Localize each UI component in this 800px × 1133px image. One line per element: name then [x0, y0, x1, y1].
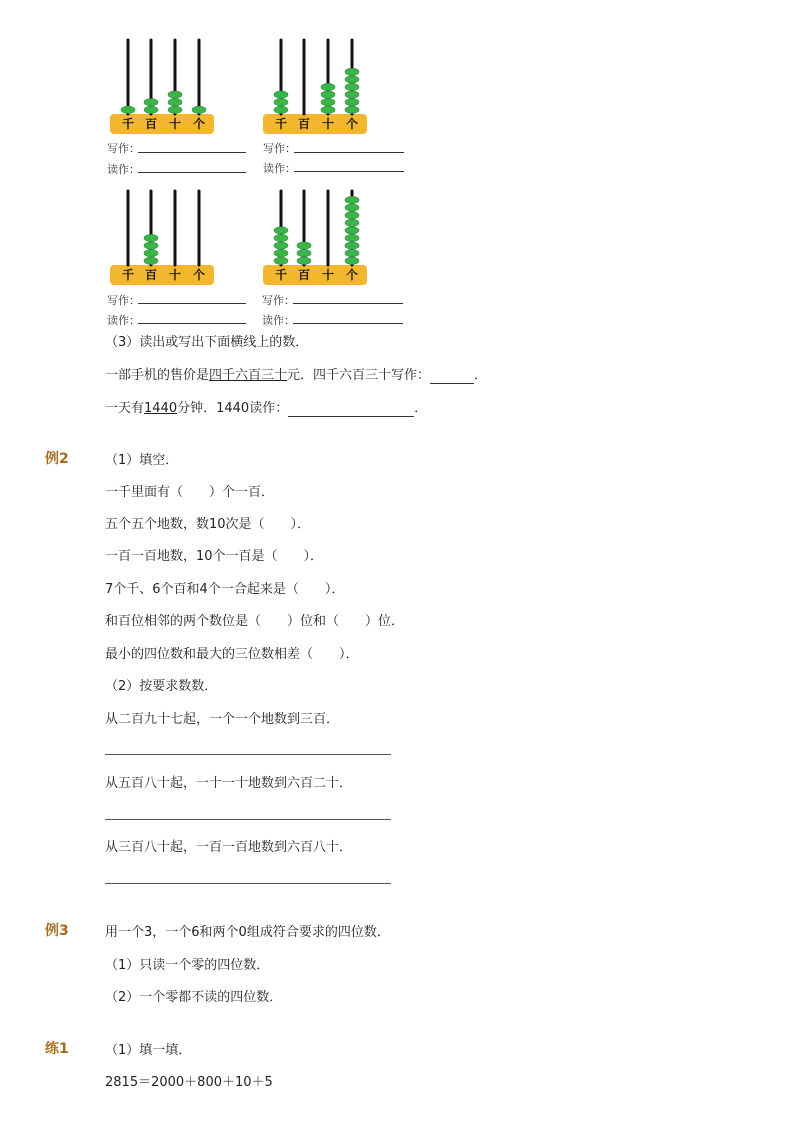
phone-sentence [105, 364, 487, 384]
abacus-bead [345, 76, 359, 83]
abacus-bead [321, 106, 335, 113]
abacus-bead [144, 234, 158, 241]
example3-item-2: （2）一个零都不读的四位数． [105, 990, 283, 1005]
abacus-2-write-line[interactable] [294, 152, 404, 153]
abacus-bead [297, 250, 311, 257]
abacus-place-label: 千 [274, 117, 288, 131]
abacus-bead [144, 250, 158, 257]
abacus-3-write-line[interactable] [138, 303, 246, 304]
abacus-4-graphic [263, 187, 373, 287]
abacus-place-label: 千 [274, 268, 288, 282]
abacus-place-label: 个 [345, 117, 359, 131]
practice1-tag: 练1 [45, 1041, 69, 1057]
abacus-4-read-label: 读作： [262, 314, 295, 327]
abacus-2 [263, 36, 373, 136]
phone-end: ． [474, 368, 488, 383]
abacus-bead [168, 106, 182, 113]
abacus-bead [345, 99, 359, 106]
part3-heading: （3）读出或写出下面横线上的数． [105, 335, 309, 350]
example3-item-1: （1）只读一个零的四位数． [105, 958, 270, 973]
abacus-place-label: 十 [321, 117, 335, 131]
abacus-2-graphic [263, 36, 373, 136]
example2-tag: 例2 [45, 451, 69, 467]
abacus-bead [274, 227, 288, 234]
abacus-2-read-label: 读作： [263, 162, 296, 175]
abacus-bead [274, 257, 288, 264]
abacus-2-write-label: 写作： [263, 142, 296, 155]
day-underlined: 1440 [144, 401, 178, 416]
abacus-bead [274, 234, 288, 241]
example2-item-1: 一千里面有（ ）个一百． [105, 485, 275, 500]
abacus-bead [345, 227, 359, 234]
abacus-bead [274, 250, 288, 257]
abacus-bead [321, 99, 335, 106]
abacus-bead [345, 204, 359, 211]
abacus-bead [274, 106, 288, 113]
abacus-place-label: 十 [168, 117, 182, 131]
abacus-place-label: 千 [121, 268, 135, 282]
abacus-1-read-label: 读作： [107, 163, 140, 176]
abacus-3-graphic [110, 187, 220, 287]
count-item-2: 从五百八十起，一十一十地数到六百二十． [105, 776, 353, 791]
abacus-bead [345, 242, 359, 249]
example2-item-4: 7个千、6个百和4个一合起来是（ ）． [105, 582, 345, 597]
example2-heading: （1）填空． [105, 453, 179, 468]
count-item-1: 从二百九十七起，一个一个地数到三百． [105, 712, 340, 727]
phone-underlined: 四千六百三十 [209, 368, 288, 383]
abacus-bead [168, 91, 182, 98]
phone-pre: 一部手机的售价是 [105, 368, 210, 383]
practice1-heading: （1）填一填． [105, 1043, 192, 1058]
day-answer-blank[interactable] [288, 401, 414, 417]
example2-item-2: 五个五个地数，数10次是（ ）． [105, 517, 311, 532]
day-post: 分钟．1440读作： [177, 401, 289, 416]
example2-item-6: 最小的四位数和最大的三位数相差（ ）． [105, 647, 359, 662]
abacus-3-write-label: 写作： [107, 294, 140, 307]
count-answer-line-3[interactable] [105, 883, 391, 884]
abacus-bead [345, 219, 359, 226]
abacus-1-graphic [110, 36, 220, 136]
abacus-4-write-line[interactable] [293, 303, 403, 304]
abacus-bead [345, 68, 359, 75]
abacus-bead [321, 83, 335, 90]
abacus-bead [121, 106, 135, 113]
abacus-place-label: 十 [168, 268, 182, 282]
example3-tag: 例3 [45, 923, 69, 939]
abacus-4-read-line[interactable] [293, 323, 403, 324]
abacus-bead [345, 196, 359, 203]
abacus-bead [345, 250, 359, 257]
abacus-place-label: 百 [144, 268, 158, 282]
abacus-1 [110, 36, 220, 136]
abacus-bead [297, 257, 311, 264]
abacus-bead [274, 242, 288, 249]
abacus-bead [144, 242, 158, 249]
abacus-1-write-line[interactable] [138, 152, 246, 153]
abacus-bead [168, 99, 182, 106]
abacus-place-label: 个 [192, 117, 206, 131]
abacus-bead [144, 99, 158, 106]
abacus-4 [263, 187, 373, 287]
abacus-bead [321, 91, 335, 98]
count-item-3: 从三百八十起，一百一百地数到六百八十． [105, 840, 353, 855]
day-end: ． [414, 401, 428, 416]
abacus-bead [345, 212, 359, 219]
abacus-bead [144, 257, 158, 264]
abacus-bead [297, 242, 311, 249]
example3-intro: 用一个3，一个6和两个0组成符合要求的四位数． [105, 925, 390, 940]
abacus-bead [192, 106, 206, 113]
example2-item-5: 和百位相邻的两个数位是（ ）位和（ ）位． [105, 614, 405, 629]
abacus-place-label: 百 [144, 117, 158, 131]
abacus-bead [345, 234, 359, 241]
abacus-bead [345, 257, 359, 264]
abacus-bead [345, 106, 359, 113]
abacus-place-label: 百 [297, 117, 311, 131]
abacus-1-read-line[interactable] [138, 172, 246, 173]
abacus-3-read-label: 读作： [107, 314, 140, 327]
abacus-3-read-line[interactable] [138, 323, 246, 324]
abacus-place-label: 千 [121, 117, 135, 131]
abacus-bead [274, 91, 288, 98]
abacus-bead [144, 106, 158, 113]
day-pre: 一天有 [105, 401, 145, 416]
abacus-2-read-line[interactable] [294, 171, 404, 172]
phone-post: 元．四千六百三十写作： [287, 368, 431, 383]
abacus-place-label: 十 [321, 268, 335, 282]
abacus-4-write-label: 写作： [262, 294, 295, 307]
count-answer-line-2[interactable] [105, 819, 391, 820]
abacus-place-label: 个 [192, 268, 206, 282]
abacus-place-label: 百 [297, 268, 311, 282]
example2-item-3: 一百一百地数，10个一百是（ ）． [105, 549, 324, 564]
example2-heading2: （2）按要求数数． [105, 679, 218, 694]
abacus-3 [110, 187, 220, 287]
count-answer-line-1[interactable] [105, 754, 391, 755]
practice1-equation: 2815＝2000＋800＋10＋5 [105, 1075, 273, 1090]
abacus-bead [345, 83, 359, 90]
day-sentence [105, 397, 427, 417]
abacus-1-write-label: 写作： [107, 142, 140, 155]
abacus-place-label: 个 [345, 268, 359, 282]
phone-answer-blank[interactable] [430, 368, 474, 384]
abacus-bead [345, 91, 359, 98]
abacus-bead [274, 99, 288, 106]
